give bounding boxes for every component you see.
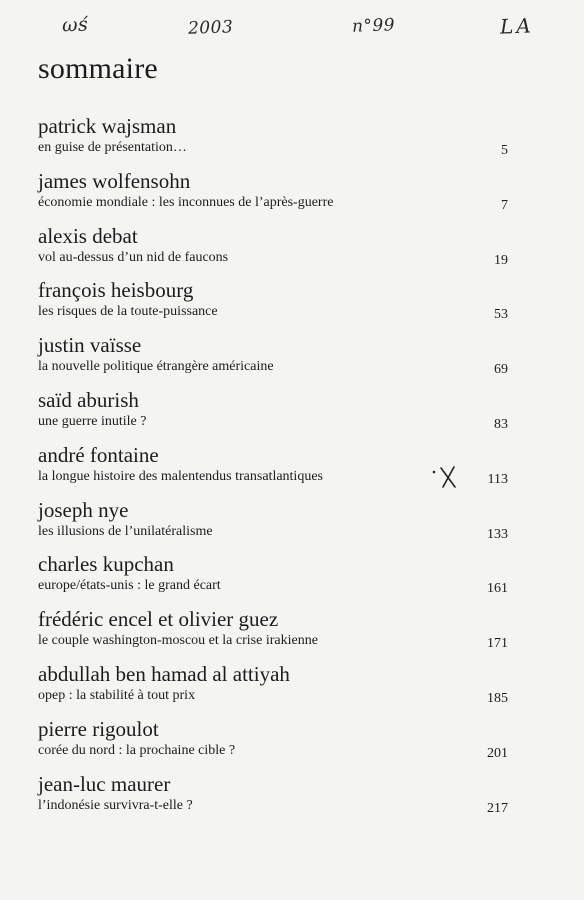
- entry-page-number: 201: [487, 745, 508, 761]
- entry-article-title: le couple washington-moscou et la crise irakienne: [38, 633, 318, 649]
- entry-article-title: corée du nord : la prochaine cible ?: [38, 742, 236, 758]
- toc-entry: [38, 717, 508, 772]
- toc-entry: [38, 607, 508, 662]
- toc-entry: [38, 224, 508, 279]
- entry-author: jean-luc maurer: [38, 771, 171, 796]
- entry-article-title: les risques de la toute-puissance: [38, 304, 218, 320]
- toc-entry: [38, 388, 508, 443]
- toc-entry: [38, 333, 508, 388]
- handwritten-issue-number: n°99: [351, 15, 396, 37]
- entry-article-title: la longue histoire des malentendus transatlantiques: [38, 468, 323, 484]
- entry-author: james wolfensohn: [38, 168, 191, 193]
- entry-article-title: en guise de présentation…: [38, 140, 187, 155]
- entry-article-title: la nouvelle politique étrangère américaine: [38, 359, 274, 375]
- entry-article-title: les illusions de l’unilatéralisme: [38, 523, 213, 539]
- entry-page-number: 53: [494, 307, 508, 323]
- toc-entry: [38, 552, 508, 607]
- entry-page-number: 69: [494, 362, 508, 378]
- entry-page-number: 83: [494, 416, 508, 432]
- entry-author: pierre rigoulot: [38, 716, 159, 741]
- entry-author: saïd aburish: [38, 387, 139, 412]
- entry-page-number: 7: [501, 197, 508, 213]
- entry-author: joseph nye: [38, 497, 129, 522]
- entry-author: andré fontaine: [38, 442, 159, 467]
- entry-page-number: 161: [487, 581, 508, 597]
- entry-author: abdullah ben hamad al attiyah: [38, 661, 290, 686]
- handwritten-year: 2003: [187, 17, 234, 39]
- toc-entry: [38, 114, 508, 169]
- handwritten-note: ωś: [61, 13, 89, 37]
- entry-article-title: opep : la stabilité à tout prix: [38, 687, 196, 703]
- entry-article-title: une guerre inutile ?: [38, 413, 147, 429]
- entry-page-number: 113: [487, 471, 508, 487]
- entry-page-number: 217: [487, 800, 508, 816]
- entry-article-title: économie mondiale : les inconnues de l’après-guerre: [38, 194, 334, 210]
- toc-entry: [38, 278, 508, 333]
- entry-page-number: 133: [487, 526, 508, 542]
- table-of-contents: [38, 114, 508, 826]
- toc-entry: [38, 443, 508, 498]
- entry-article-title: europe/états-unis : le grand écart: [38, 578, 221, 594]
- entry-page-number: 185: [487, 690, 508, 706]
- entry-page-number: 5: [501, 143, 508, 158]
- toc-entry: [38, 169, 508, 224]
- toc-entry: [38, 662, 508, 717]
- toc-entry: [38, 772, 508, 827]
- entry-page-number: 171: [487, 636, 508, 652]
- entry-author: frédéric encel et olivier guez: [38, 607, 279, 632]
- handwritten-x-mark: [431, 465, 461, 489]
- entry-author: patrick wajsman: [38, 114, 177, 138]
- entry-author: charles kupchan: [38, 552, 174, 577]
- entry-author: alexis debat: [38, 223, 138, 248]
- entry-article-title: l’indonésie survivra-t-elle ?: [38, 797, 193, 813]
- entry-author: justin vaïsse: [38, 333, 142, 358]
- entry-author: françois heisbourg: [38, 278, 194, 303]
- toc-entry: [38, 498, 508, 553]
- entry-article-title: vol au-dessus d’un nid de faucons: [38, 249, 229, 265]
- entry-page-number: 19: [494, 252, 508, 268]
- page-title: sommaire: [38, 52, 158, 85]
- handwritten-initials: LA: [499, 13, 535, 39]
